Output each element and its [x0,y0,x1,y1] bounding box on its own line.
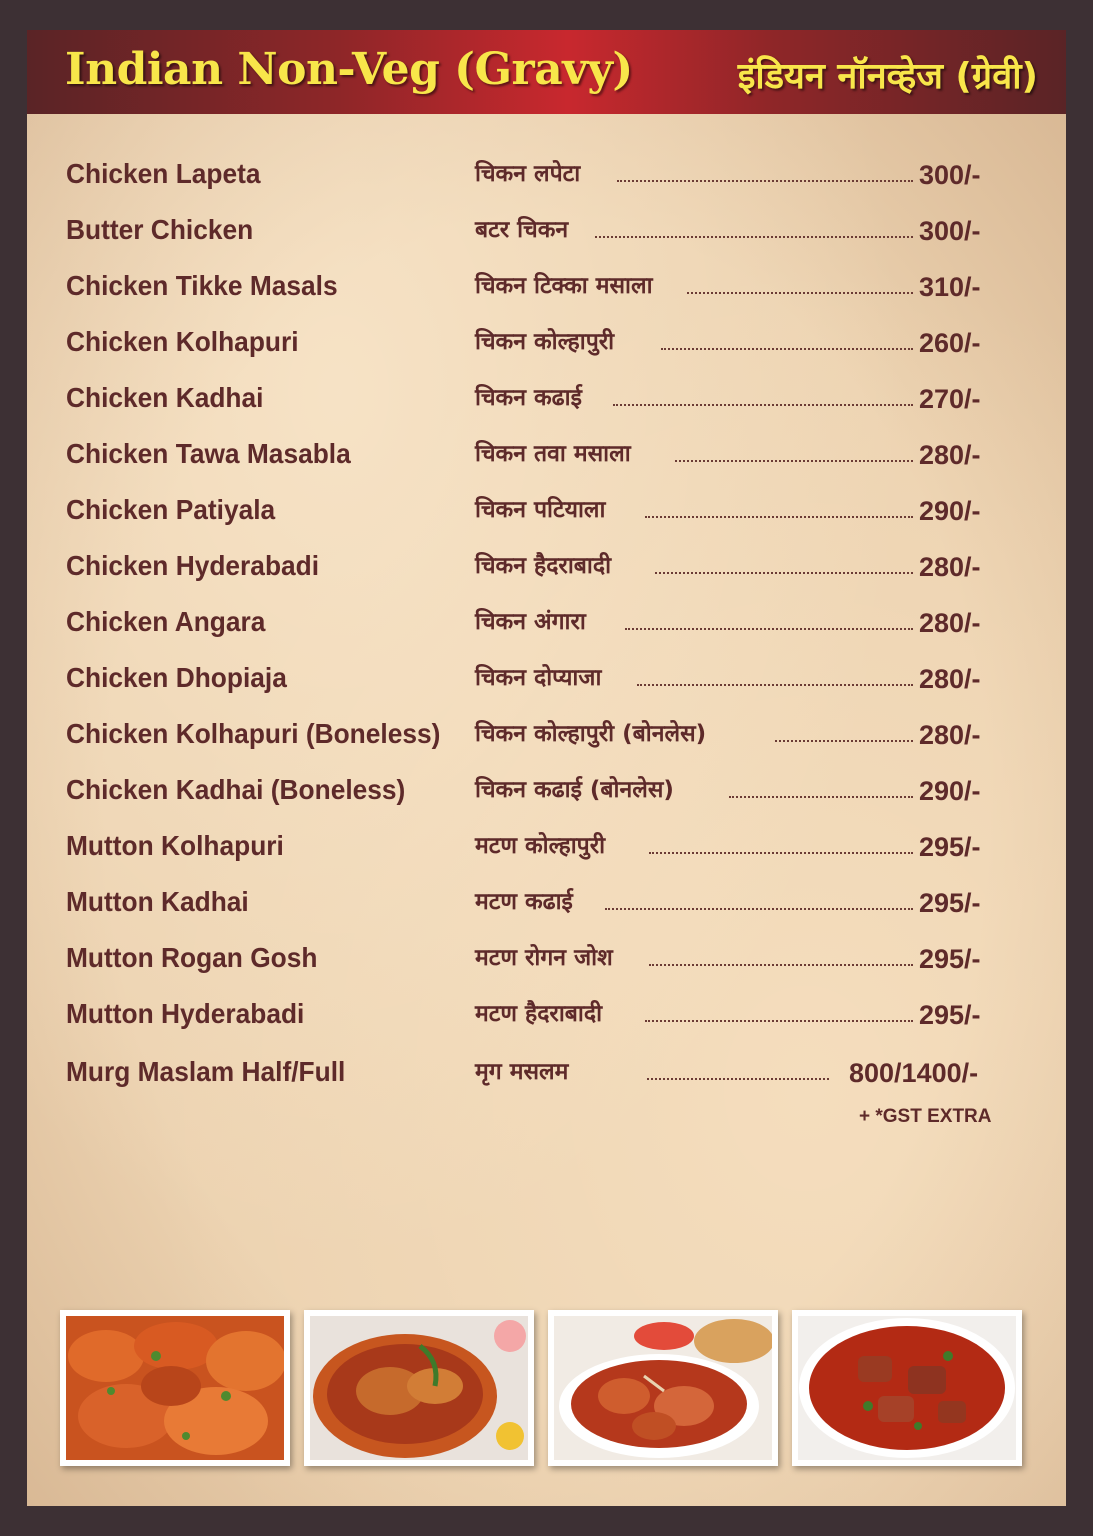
menu-item [27,998,1066,1038]
item-name-english: Chicken Angara [66,606,266,637]
dot-leader [625,614,913,630]
item-price: 290/- [919,496,981,526]
menu-item [27,830,1066,870]
item-price: 300/- [919,216,981,246]
dot-leader [649,950,913,966]
dot-leader [645,502,913,518]
dot-leader [729,782,913,798]
chicken-curry-bowl-photo-icon [310,1316,528,1460]
dot-leader [775,726,913,742]
dot-leader [647,1064,829,1080]
item-name-hindi: मृग मसलम [475,1059,569,1085]
item-name-english: Chicken Lapeta [66,158,261,189]
dot-leader [595,222,913,238]
menu-item [27,550,1066,590]
menu-page [27,114,1066,1506]
dot-leader [687,278,913,294]
menu-title-hindi: इंडियन नॉनव्हेज (ग्रेवी) [737,56,1038,97]
item-name-english: Mutton Kadhai [66,886,249,917]
fried-chicken-photo-icon [66,1316,284,1460]
menu-item [27,662,1066,702]
menu-item [27,158,1066,198]
item-name-hindi: मटण कढाई [475,889,573,915]
dot-leader [617,166,913,182]
item-price: 300/- [919,160,981,190]
item-name-english: Chicken Tikke Masals [66,270,338,301]
menu-item [27,382,1066,422]
chicken-gravy-plate-photo-icon [554,1316,772,1460]
food-photo-strip [27,1310,1066,1470]
item-price: 290/- [919,776,981,806]
gst-note: + *GST EXTRA [859,1106,992,1127]
item-name-english: Mutton Hyderabadi [66,998,305,1029]
item-name-english: Chicken Tawa Masabla [66,438,351,469]
item-name-hindi: बटर चिकन [475,217,569,243]
item-name-english: Chicken Patiyala [66,494,276,525]
dot-leader [675,446,913,462]
dot-leader [661,334,913,350]
menu-item [27,942,1066,982]
item-name-hindi: चिकन तवा मसाला [475,441,631,467]
food-photo-2 [304,1310,534,1466]
item-price: 295/- [919,888,981,918]
menu-item [27,270,1066,310]
item-name-hindi: चिकन कोल्हापुरी [475,329,615,355]
dot-leader [637,670,913,686]
item-price: 280/- [919,664,981,694]
food-photo-3 [548,1310,778,1466]
menu-item [27,718,1066,758]
item-name-english: Mutton Rogan Gosh [66,942,318,973]
item-name-english: Chicken Kadhai (Boneless) [66,774,406,805]
dot-leader [645,1006,913,1022]
item-name-hindi: मटण रोगन जोश [475,945,613,971]
item-price: 295/- [919,832,981,862]
menu-header [27,30,1066,114]
item-name-hindi: चिकन कढाई [475,385,582,411]
menu-item [27,1056,1066,1096]
menu-item [27,214,1066,254]
item-name-english: Murg Maslam Half/Full [66,1056,346,1087]
item-name-english: Mutton Kolhapuri [66,830,284,861]
menu-item [27,606,1066,646]
item-name-english: Butter Chicken [66,214,254,245]
item-name-hindi: चिकन टिक्का मसाला [475,273,653,299]
item-price: 280/- [919,720,981,750]
item-name-english: Chicken Hyderabadi [66,550,320,581]
menu-item [27,438,1066,478]
item-name-hindi: चिकन अंगारा [475,609,586,635]
item-name-english: Chicken Kolhapuri (Boneless) [66,718,441,749]
item-name-hindi: चिकन लपेटा [475,161,581,187]
item-price: 280/- [919,552,981,582]
item-price: 800/1400/- [849,1058,979,1088]
item-name-hindi: चिकन दोप्याजा [475,665,602,691]
item-name-english: Chicken Kolhapuri [66,326,299,357]
menu-item [27,494,1066,534]
food-photo-4 [792,1310,1022,1466]
dot-leader [613,390,913,406]
menu-title-english: Indian Non-Veg (Gravy) [65,44,633,95]
menu-item [27,774,1066,814]
food-photo-1 [60,1310,290,1466]
item-price: 280/- [919,608,981,638]
item-price: 310/- [919,272,981,302]
menu-item [27,326,1066,366]
item-name-english: Chicken Kadhai [66,382,264,413]
item-name-hindi: चिकन पटियाला [475,497,606,523]
item-name-hindi: मटण कोल्हापुरी [475,833,606,859]
mutton-curry-bowl-photo-icon [798,1316,1016,1460]
dot-leader [649,838,913,854]
item-name-english: Chicken Dhopiaja [66,662,287,693]
item-name-hindi: चिकन कढाई (बोनलेस) [475,777,674,803]
item-name-hindi: चिकन हैदराबादी [475,553,612,579]
item-price: 295/- [919,944,981,974]
item-name-hindi: चिकन कोल्हापुरी (बोनलेस) [475,721,707,747]
dot-leader [605,894,913,910]
item-price: 295/- [919,1000,981,1030]
item-price: 280/- [919,440,981,470]
dot-leader [655,558,913,574]
item-name-hindi: मटण हैदराबादी [475,1001,603,1027]
item-price: 260/- [919,328,981,358]
item-price: 270/- [919,384,981,414]
menu-item [27,886,1066,926]
